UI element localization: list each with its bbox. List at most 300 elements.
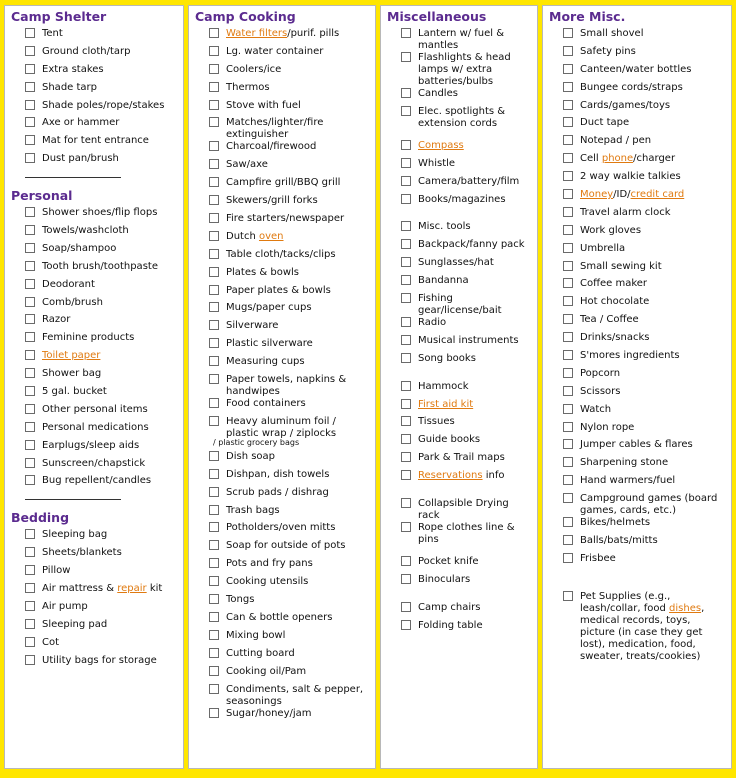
checkbox[interactable] [25,368,35,378]
checklist-item[interactable] [11,332,179,350]
checklist-item[interactable] [11,619,179,637]
checklist-item[interactable] [195,285,371,303]
checklist-item[interactable] [11,601,179,619]
checkbox[interactable] [401,574,411,584]
item-label [580,189,727,201]
checkbox[interactable] [25,207,35,217]
checkbox[interactable] [563,493,573,503]
checkbox[interactable] [209,416,219,426]
checklist-item[interactable] [387,353,533,371]
checkbox[interactable] [25,100,35,110]
checkbox[interactable] [25,601,35,611]
checklist-item[interactable] [549,64,727,82]
checkbox[interactable] [401,106,411,116]
checkbox[interactable] [209,522,219,532]
checklist-item[interactable] [195,302,371,320]
checklist-item[interactable] [387,257,533,275]
checkbox[interactable] [209,213,219,223]
checklist-item[interactable] [387,574,533,592]
checkbox[interactable] [209,612,219,622]
checklist-item[interactable] [195,594,371,612]
checkbox[interactable] [209,285,219,295]
checklist-item[interactable] [387,176,533,194]
checkbox[interactable] [401,381,411,391]
checkbox[interactable] [563,117,573,127]
checkbox[interactable] [209,100,219,110]
checkbox[interactable] [209,46,219,56]
checklist-item[interactable] [549,591,727,663]
column-1 [4,5,184,769]
checklist-item[interactable] [549,368,727,386]
checkbox[interactable] [401,470,411,480]
item-link[interactable]: Water filters [226,28,288,39]
checkbox[interactable] [563,243,573,253]
checkbox[interactable] [209,267,219,277]
checkbox[interactable] [401,317,411,327]
checklist-item[interactable] [549,350,727,368]
checkbox[interactable] [401,556,411,566]
checklist-item[interactable] [549,189,727,207]
checklist-item[interactable] [387,239,533,257]
checklist-item[interactable] [195,558,371,576]
checklist-item[interactable] [195,356,371,374]
checkbox[interactable] [25,28,35,38]
checkbox[interactable] [563,207,573,217]
checkbox[interactable] [401,257,411,267]
item-label: Dishpan, dish towels [226,468,330,480]
checklist-item[interactable] [195,684,371,708]
item-link[interactable]: Toilet paper [42,350,101,362]
label-text: Cell [580,153,602,165]
checkbox[interactable] [209,708,219,718]
checklist-item[interactable] [11,637,179,655]
checklist-item[interactable] [11,225,179,243]
checkbox[interactable] [25,64,35,74]
checklist-item[interactable] [549,314,727,332]
checklist-item[interactable] [11,207,179,225]
checklist-item[interactable] [387,275,533,293]
checkbox[interactable] [563,591,573,601]
checkbox[interactable] [563,535,573,545]
checklist-item[interactable] [549,493,727,517]
checkbox[interactable] [209,249,219,259]
checkbox[interactable] [25,475,35,485]
checklist-item[interactable] [195,159,371,177]
checklist-item[interactable] [195,666,371,684]
checkbox[interactable] [209,487,219,497]
checkbox[interactable] [209,356,219,366]
checklist-item[interactable] [387,399,533,417]
item-label: Duct tape [580,117,630,129]
checkbox[interactable] [401,88,411,98]
checkbox[interactable] [563,517,573,527]
checkbox[interactable] [563,153,573,163]
checklist-item[interactable] [549,535,727,553]
checklist-item[interactable] [11,243,179,261]
checklist-item[interactable] [195,117,371,141]
item-link[interactable]: credit card [630,189,685,201]
checkbox[interactable] [25,82,35,92]
checkbox[interactable] [209,117,219,127]
checkbox[interactable] [401,399,411,409]
item-label: Food containers [226,398,306,410]
checkbox[interactable] [563,553,573,563]
checklist-item[interactable] [387,522,533,546]
checkbox[interactable] [25,655,35,665]
checkbox[interactable] [401,452,411,462]
checkbox[interactable] [563,296,573,306]
checklist-item[interactable] [387,498,533,522]
checklist-item[interactable] [11,117,179,135]
checkbox[interactable] [563,100,573,110]
checklist-item[interactable] [387,335,533,353]
checklist-item[interactable] [387,106,533,130]
checklist-item[interactable] [11,547,179,565]
checklist-item[interactable] [195,100,371,118]
checklist-item[interactable] [11,565,179,583]
checklist-item[interactable] [549,422,727,440]
checkbox[interactable] [209,398,219,408]
checkbox[interactable] [25,279,35,289]
checklist-item[interactable] [11,404,179,422]
checkbox[interactable] [209,338,219,348]
label-text: Air mattress & [42,583,118,595]
checkbox[interactable] [209,64,219,74]
item-label: Watch [580,403,612,415]
checkbox[interactable] [209,231,219,241]
item-label: Bug repellent/candles [42,475,152,487]
checkbox[interactable] [401,434,411,444]
item-label: Scissors [580,385,621,397]
checklist-item[interactable] [549,386,727,404]
checklist-item[interactable] [549,517,727,535]
item-label: Mugs/paper cups [226,302,312,314]
checklist-item[interactable] [387,381,533,399]
checkbox[interactable] [563,314,573,324]
checklist-item[interactable] [11,583,179,601]
item-label: Lantern w/ fuel & mantles [418,28,505,51]
checklist-item[interactable] [549,46,727,64]
checklist-item[interactable] [549,117,727,135]
checklist-item[interactable] [11,386,179,404]
spacer [387,371,533,381]
checkbox[interactable] [401,620,411,630]
checklist-item[interactable] [549,439,727,457]
checklist-item[interactable] [549,82,727,100]
checklist-item[interactable] [195,64,371,82]
item-label: Soap for outside of pots [226,540,346,552]
checklist-item[interactable] [195,320,371,338]
item-label: Shade poles/rope/stakes [42,99,165,111]
checklist-item[interactable] [549,296,727,314]
checkbox[interactable] [209,302,219,312]
checkbox[interactable] [25,135,35,145]
checklist-item[interactable] [549,225,727,243]
checklist-item[interactable] [11,458,179,476]
checklist-item[interactable] [11,350,179,368]
checkbox[interactable] [25,404,35,414]
item-label: Popcorn [580,367,621,379]
checkbox[interactable] [25,440,35,450]
checklist-item[interactable] [11,135,179,153]
checkbox[interactable] [401,239,411,249]
checkbox[interactable] [25,386,35,396]
label-text: Dutch [226,230,259,242]
checkbox[interactable] [401,293,411,303]
item-label: Measuring cups [226,356,305,368]
checkbox[interactable] [401,176,411,186]
checkbox[interactable] [25,153,35,163]
checklist-item[interactable] [195,267,371,285]
checkbox[interactable] [25,529,35,539]
checklist-item[interactable] [387,140,533,158]
checklist-item[interactable] [195,540,371,558]
checklist-item[interactable] [549,135,727,153]
checkbox[interactable] [209,540,219,550]
item-link[interactable]: phone [601,153,634,165]
checkbox[interactable] [25,297,35,307]
checkbox[interactable] [563,386,573,396]
checkbox[interactable] [401,158,411,168]
checklist-item[interactable] [11,440,179,458]
checklist-item[interactable] [387,620,533,638]
checkbox[interactable] [25,619,35,629]
checkbox[interactable] [401,275,411,285]
checkbox[interactable] [209,451,219,461]
item-link[interactable]: First aid kit [418,398,474,410]
checkbox[interactable] [25,314,35,324]
checklist-item[interactable] [195,487,371,505]
checklist-item[interactable] [549,404,727,422]
checkbox[interactable] [25,547,35,557]
checklist-item[interactable] [11,100,179,118]
checklist-item[interactable] [11,297,179,315]
checkbox[interactable] [563,189,573,199]
checklist-item[interactable] [195,416,371,440]
checkbox[interactable] [209,684,219,694]
checkbox[interactable] [209,576,219,586]
checkbox[interactable] [25,583,35,593]
checklist-item[interactable] [549,100,727,118]
checklist-item[interactable] [549,28,727,46]
checklist-item[interactable] [195,249,371,267]
checkbox[interactable] [25,422,35,432]
item-label: Sharpening stone [580,457,669,469]
checkbox[interactable] [563,404,573,414]
checkbox[interactable] [401,335,411,345]
checkbox[interactable] [25,261,35,271]
checkbox[interactable] [25,332,35,342]
checklist-item[interactable] [549,278,727,296]
checklist-item[interactable] [11,279,179,297]
item-link[interactable]: Compass [418,139,464,151]
checklist-item[interactable] [549,553,727,571]
checklist-item[interactable] [195,28,371,46]
checkbox[interactable] [25,458,35,468]
checkbox[interactable] [401,522,411,532]
item-link[interactable]: Reservations [418,470,483,482]
checkbox[interactable] [25,243,35,253]
checklist-item[interactable] [195,505,371,523]
checklist-item[interactable] [549,261,727,279]
checklist-item[interactable] [11,529,179,547]
checkbox[interactable] [401,194,411,204]
checklist-item[interactable] [195,398,371,416]
checkbox[interactable] [563,278,573,288]
checklist-item[interactable] [387,416,533,434]
checkbox[interactable] [401,52,411,62]
item-label: Coffee maker [580,278,648,290]
checkbox[interactable] [209,630,219,640]
checkbox[interactable] [209,159,219,169]
item-label: Extra stakes [42,63,104,75]
item-label: Campground games (board games, cards, etc.) [580,493,718,517]
checkbox[interactable] [209,666,219,676]
checklist-item[interactable] [387,28,533,52]
checklist-item[interactable] [549,243,727,261]
item-link[interactable]: oven [258,230,284,242]
checklist-item[interactable] [195,46,371,64]
checklist-item[interactable] [387,52,533,88]
label-text: /charger [633,153,676,165]
checklist-item[interactable] [195,213,371,231]
checklist-item[interactable] [195,177,371,195]
checkbox[interactable] [563,28,573,38]
checklist-item[interactable] [549,457,727,475]
checkbox[interactable] [401,602,411,612]
checkbox[interactable] [563,82,573,92]
checklist-item[interactable] [11,82,179,100]
checkbox[interactable] [25,565,35,575]
checkbox[interactable] [209,195,219,205]
checklist-item[interactable] [11,261,179,279]
checkbox[interactable] [209,141,219,151]
checkbox[interactable] [563,439,573,449]
checkbox[interactable] [563,475,573,485]
checklist-item[interactable] [387,88,533,106]
checklist-item[interactable] [195,451,371,469]
checkbox[interactable] [563,261,573,271]
checkbox[interactable] [209,28,219,38]
checklist-item[interactable] [11,314,179,332]
item-label: Mixing bowl [226,629,286,641]
checkbox[interactable] [563,332,573,342]
checkbox[interactable] [209,177,219,187]
checklist-item[interactable] [195,469,371,487]
checkbox[interactable] [209,594,219,604]
item-link[interactable]: dishes [669,602,702,614]
item-label: Towels/washcloth [42,225,129,237]
checkbox[interactable] [209,82,219,92]
checklist-item[interactable] [387,452,533,470]
checklist-item[interactable] [549,332,727,350]
checklist-item[interactable] [195,708,371,726]
checklist-item[interactable] [195,522,371,540]
checkbox[interactable] [563,46,573,56]
checklist-item[interactable] [195,82,371,100]
checklist-item[interactable] [195,141,371,159]
checkbox[interactable] [209,320,219,330]
spacer [387,592,533,602]
checklist-item[interactable] [195,338,371,356]
checkbox[interactable] [25,350,35,360]
checklist-item[interactable] [195,648,371,666]
checklist-item[interactable] [195,195,371,213]
spacer [549,571,727,581]
checkbox[interactable] [25,225,35,235]
checkbox[interactable] [563,457,573,467]
checklist-item[interactable] [387,194,533,212]
checklist-item[interactable] [195,231,371,249]
checklist-item[interactable] [195,374,371,398]
checklist-item[interactable] [11,368,179,386]
checklist-item[interactable] [549,475,727,493]
item-label: Shade tarp [42,81,97,93]
checkbox[interactable] [401,28,411,38]
checkbox[interactable] [563,171,573,181]
checkbox[interactable] [563,135,573,145]
checklist-item[interactable] [549,171,727,189]
item-link[interactable]: repair [117,583,147,595]
checkbox[interactable] [209,505,219,515]
checklist-item[interactable] [195,612,371,630]
checkbox[interactable] [25,46,35,56]
checkbox[interactable] [401,140,411,150]
checklist-item[interactable] [387,317,533,335]
checklist-item[interactable] [195,576,371,594]
checklist-item[interactable] [387,556,533,574]
checkbox[interactable] [563,350,573,360]
checkbox[interactable] [209,558,219,568]
checklist-item[interactable] [11,28,179,46]
checkbox[interactable] [563,368,573,378]
checklist-item[interactable] [11,64,179,82]
item-label: Drinks/snacks [580,332,650,344]
checklist-item[interactable] [387,293,533,317]
checklist-item[interactable] [11,46,179,64]
checklist-item[interactable] [387,470,533,488]
checkbox[interactable] [401,353,411,363]
item-label: Notepad / pen [580,135,652,147]
item-label: Jumper cables & flares [580,439,693,451]
checkbox[interactable] [209,374,219,384]
checklist-item[interactable] [549,207,727,225]
checkbox[interactable] [563,64,573,74]
checkbox[interactable] [563,422,573,432]
item-label: Balls/bats/mitts [580,535,658,547]
checkbox[interactable] [401,416,411,426]
checkbox[interactable] [209,469,219,479]
checklist-item[interactable] [11,475,179,493]
checkbox[interactable] [25,117,35,127]
checkbox[interactable] [25,637,35,647]
item-link[interactable]: Money [580,189,614,201]
item-label: Sunscreen/chapstick [42,457,146,469]
checklist-item[interactable] [387,434,533,452]
checklist-item[interactable] [11,153,179,171]
checklist-item[interactable] [549,153,727,171]
checkbox[interactable] [209,648,219,658]
checkbox[interactable] [563,225,573,235]
checklist-item[interactable] [387,158,533,176]
checkbox[interactable] [401,498,411,508]
checklist-item[interactable] [387,221,533,239]
checklist-item[interactable] [195,630,371,648]
checklist-item[interactable] [11,422,179,440]
checkbox[interactable] [401,221,411,231]
checklist-item[interactable] [11,655,179,673]
checklist-item[interactable] [387,602,533,620]
